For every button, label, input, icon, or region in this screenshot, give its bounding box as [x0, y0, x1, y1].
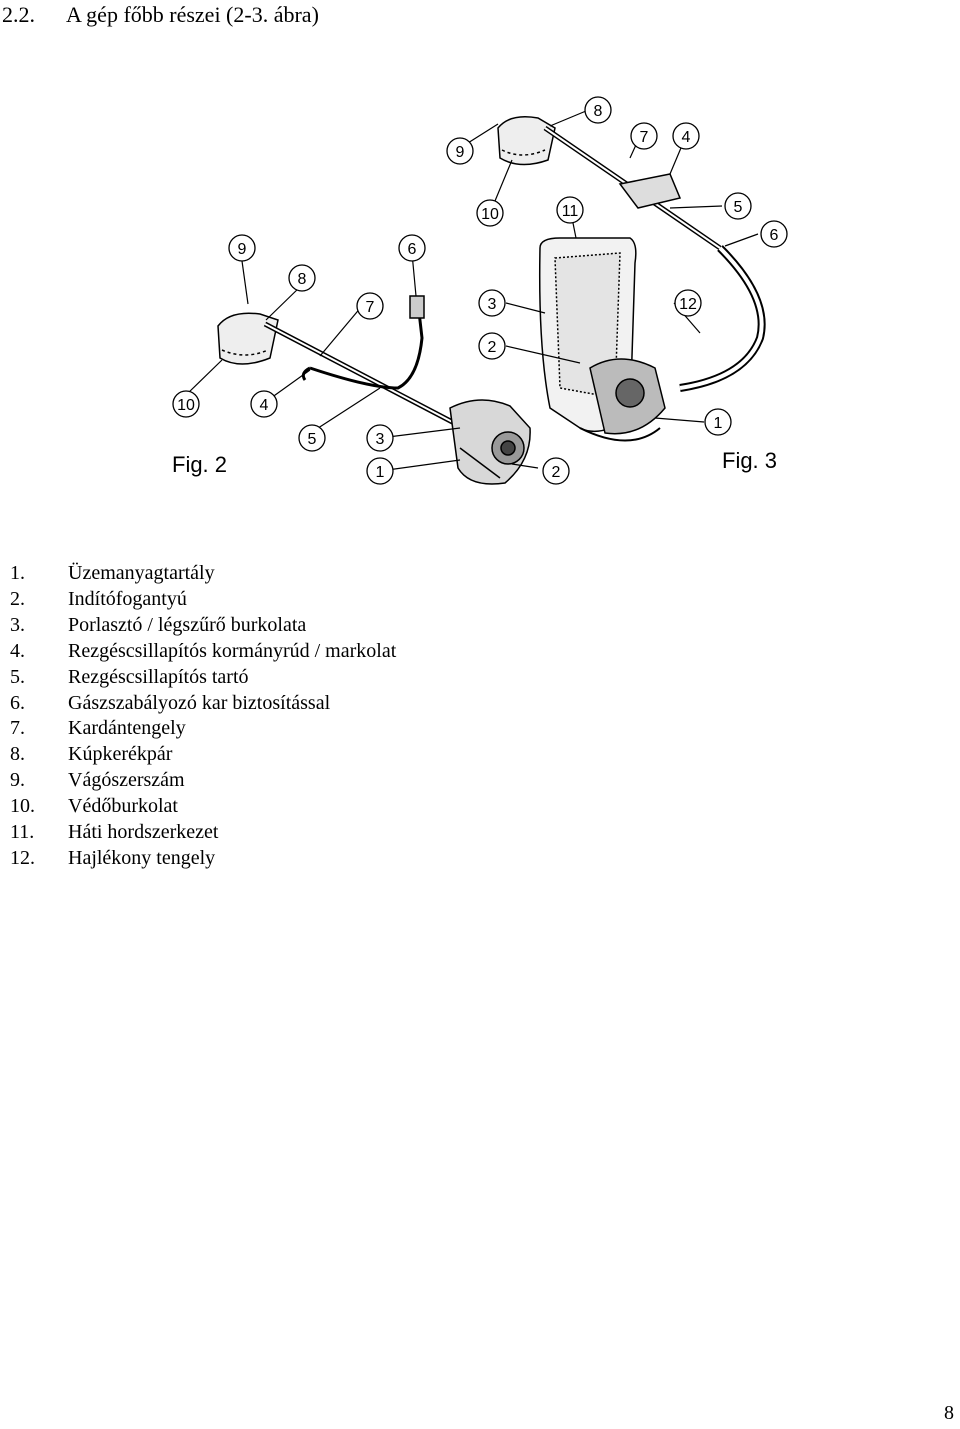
callout [585, 97, 611, 123]
callout [477, 200, 503, 226]
callout-label: 7 [639, 129, 649, 146]
section-number: 2.2. [2, 2, 35, 27]
list-item [10, 846, 396, 872]
callout-label: 11 [561, 203, 579, 220]
item-label: Üzemanyagtartály [68, 562, 215, 584]
callout-label: 8 [297, 271, 307, 288]
callout-label: 6 [769, 227, 779, 244]
callout-label: 12 [679, 296, 697, 313]
callout [543, 458, 569, 484]
item-number: 3. [10, 613, 25, 636]
callout [705, 409, 731, 435]
item-label: Hajlékony tengely [68, 846, 216, 869]
item-number: 10. [10, 795, 35, 818]
item-label: Rezgéscsillapítós tartó [68, 665, 249, 688]
callout-label: 2 [551, 464, 561, 481]
callout-label: 7 [365, 299, 375, 316]
list-item [10, 691, 396, 717]
callout [229, 235, 255, 261]
item-number: 2. [10, 587, 25, 610]
callout [761, 221, 787, 247]
callout [173, 391, 199, 417]
callout [673, 123, 699, 149]
list-item [10, 665, 396, 691]
item-number: 6. [10, 691, 25, 714]
callout [367, 458, 393, 484]
item-number: 1. [10, 562, 25, 584]
item-label: Védőburkolat [68, 795, 178, 818]
callout [251, 391, 277, 417]
list-item [10, 794, 396, 820]
list-item [10, 716, 396, 742]
callout [479, 333, 505, 359]
item-label: Gászszabályozó kar biztosítással [68, 691, 331, 714]
callout [631, 123, 657, 149]
callout [479, 290, 505, 316]
callout [675, 290, 701, 316]
item-number: 7. [10, 717, 25, 740]
item-label: Kardántengely [68, 717, 186, 740]
list-item [10, 768, 396, 794]
callout [399, 235, 425, 261]
fig3-backpack-illustration [498, 117, 762, 441]
callout [357, 293, 383, 319]
item-number: 12. [10, 846, 35, 869]
list-item [10, 587, 396, 613]
list-item [10, 639, 396, 665]
callout-label: 5 [307, 431, 317, 448]
fig2-brushcutter-illustration [218, 296, 530, 484]
callout-label: 4 [259, 397, 269, 414]
callout [725, 193, 751, 219]
parts-diagram [160, 88, 820, 498]
callout-label: 4 [681, 129, 691, 146]
item-number: 8. [10, 743, 25, 766]
fig3-label: Fig. 3 [722, 448, 778, 473]
callout [367, 425, 393, 451]
callout-label: 3 [375, 431, 385, 448]
item-label: Indítófogantyú [68, 587, 187, 610]
callout-label: 5 [733, 199, 743, 216]
list-item [10, 820, 396, 846]
item-label: Rezgéscsillapítós kormányrúd / markolat [68, 639, 397, 662]
item-label: Kúpkerékpár [68, 743, 173, 766]
callout-label: 2 [487, 339, 497, 356]
item-number: 4. [10, 639, 25, 662]
parts-list [10, 561, 396, 872]
list-item [10, 561, 396, 587]
callout-label: 1 [375, 464, 385, 481]
callout-label: 3 [487, 296, 497, 313]
callout-label: 1 [713, 415, 723, 432]
item-label: Vágószerszám [68, 769, 185, 792]
callout [447, 138, 473, 164]
list-item [10, 613, 396, 639]
callout-label: 6 [407, 241, 417, 258]
item-label: Háti hordszerkezet [68, 821, 219, 844]
item-number: 11. [10, 821, 35, 844]
callout-label: 10 [481, 206, 499, 223]
callout [289, 265, 315, 291]
callout [557, 197, 583, 223]
callout [299, 425, 325, 451]
page-number: 8 [944, 1402, 954, 1424]
fig2-label: Fig. 2 [172, 452, 228, 477]
machine-parts-figure [160, 88, 820, 498]
section-title: A gép főbb részei (2-3. ábra) [66, 2, 319, 27]
callout-label: 9 [455, 144, 465, 161]
item-label: Porlasztó / légszűrő burkolata [68, 613, 307, 636]
callout-label: 8 [593, 103, 603, 120]
item-number: 5. [10, 665, 25, 688]
callout-label: 9 [237, 241, 247, 258]
list-item [10, 742, 396, 768]
item-number: 9. [10, 769, 25, 792]
callout-label: 10 [177, 397, 195, 414]
section-heading [2, 2, 319, 28]
